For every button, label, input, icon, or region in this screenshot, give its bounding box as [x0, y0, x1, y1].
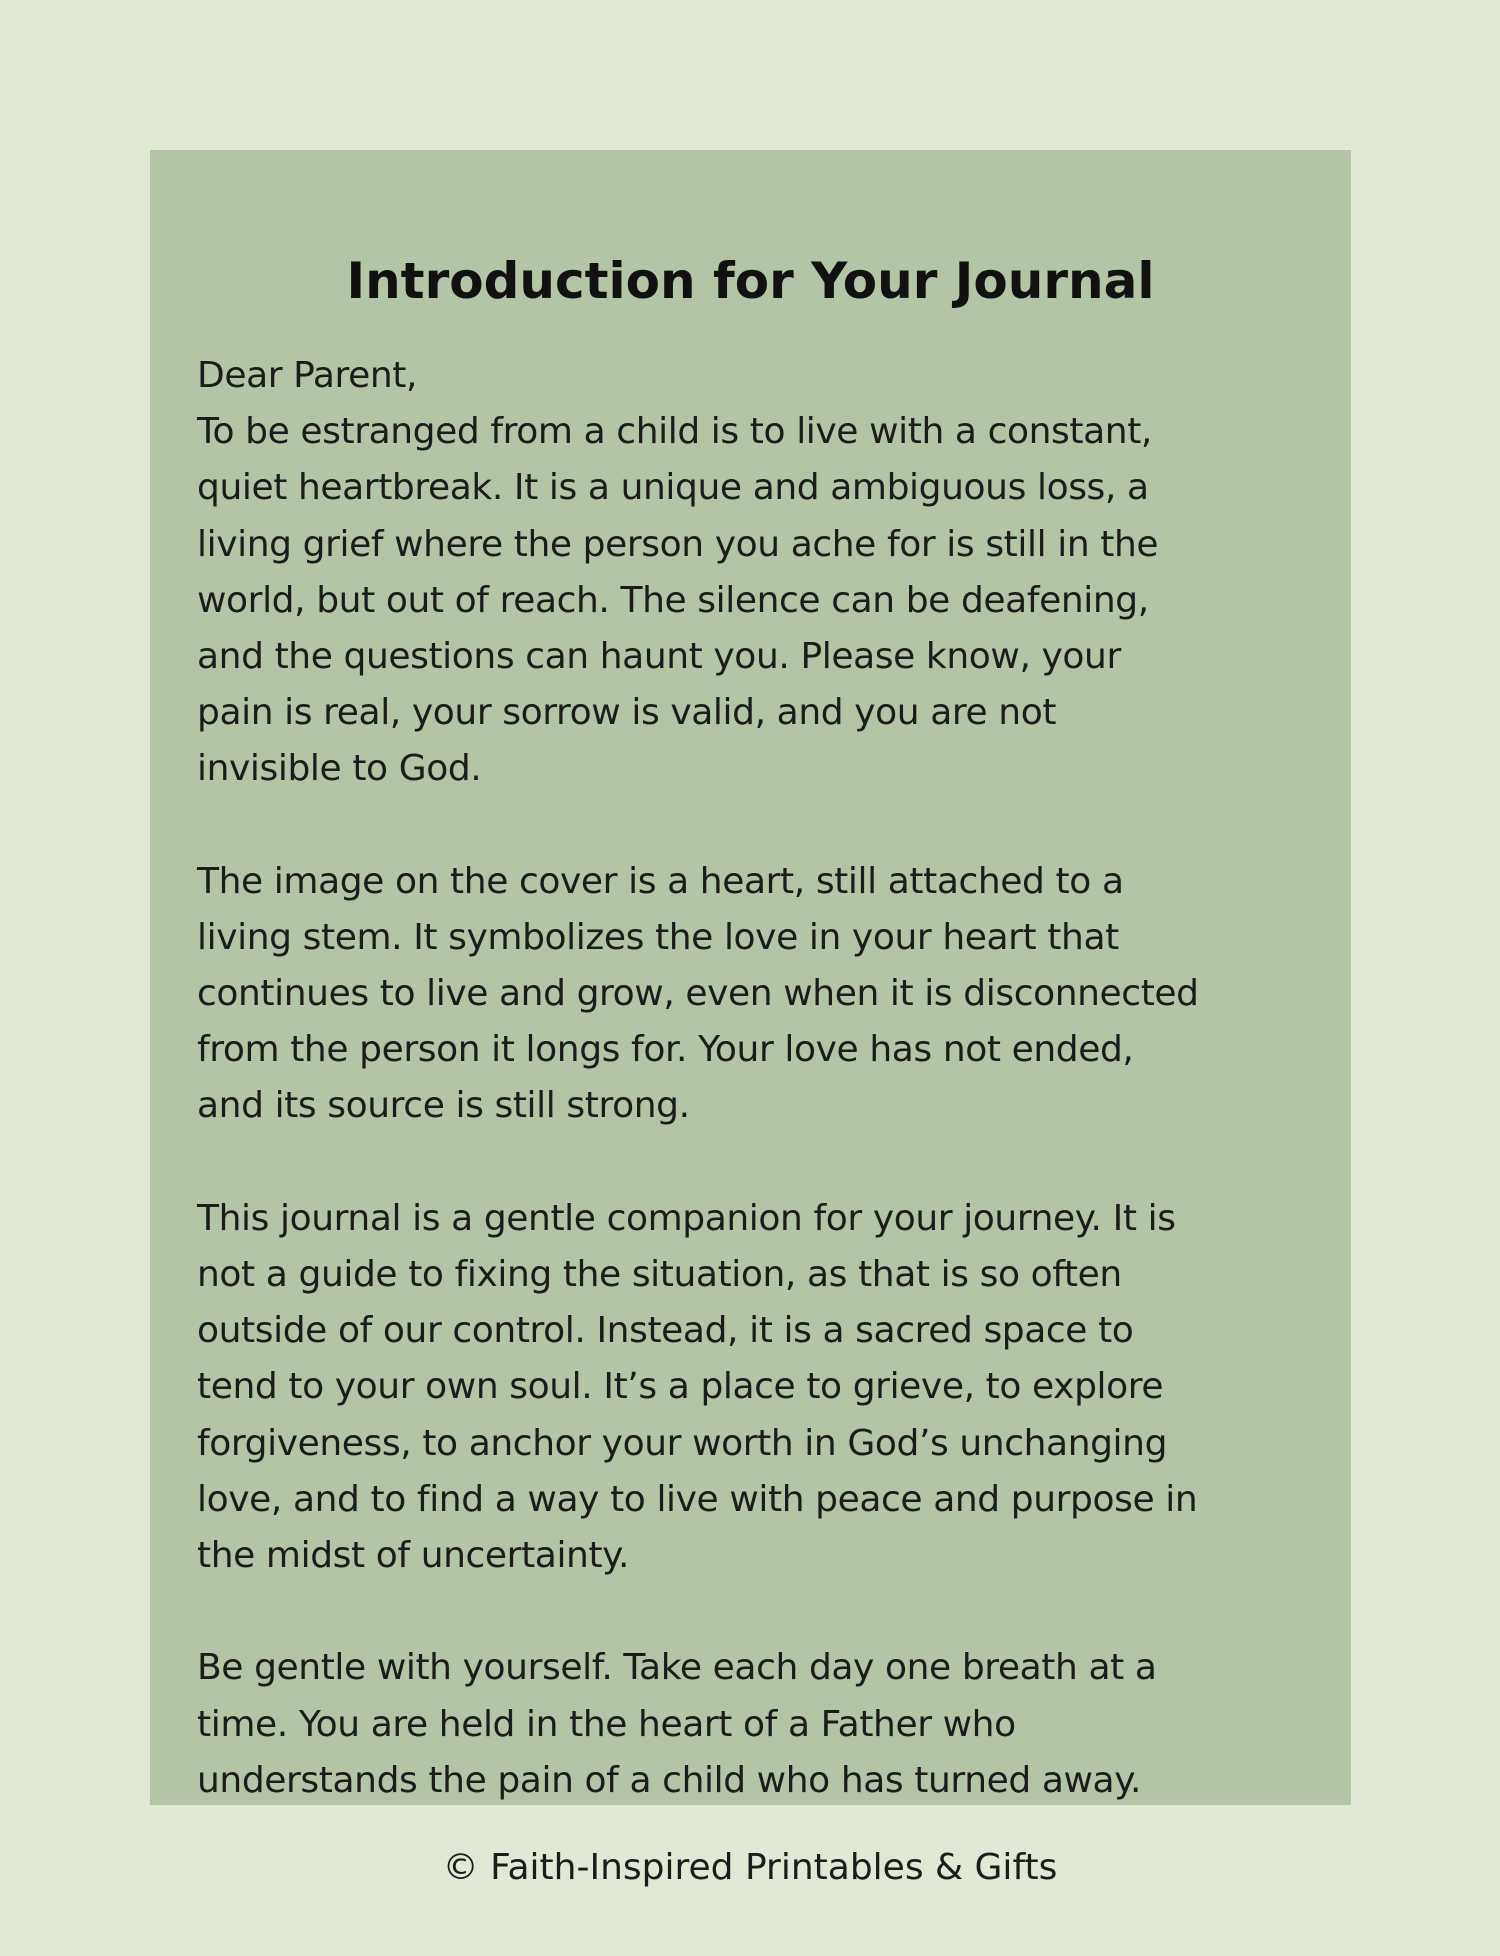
text-line: understands the pain of a child who has turned away.	[197, 1759, 1142, 1801]
text-line: invisible to God.	[197, 748, 482, 790]
paragraph-1	[197, 404, 1317, 797]
text-line: The image on the cover is a heart, still attached to a	[197, 860, 1124, 902]
journal-intro-panel	[150, 150, 1351, 1805]
paragraph-3	[197, 1191, 1317, 1584]
text-line: living stem. It symbolizes the love in your heart that	[197, 916, 1119, 958]
text-line: the midst of uncertainty.	[197, 1534, 630, 1576]
text-line: love, and to find a way to live with peace and purpose in	[197, 1478, 1198, 1520]
text-line: from the person it longs for. Your love has not ended,	[197, 1029, 1134, 1071]
text-line: not a guide to fixing the situation, as that is so often	[197, 1254, 1122, 1295]
text-line: world, but out of reach. The silence can be deafening,	[197, 579, 1149, 621]
paragraph-2	[197, 854, 1317, 1135]
letter-body	[197, 348, 1317, 1805]
text-line: time. You are held in the heart of a Father who	[197, 1703, 1016, 1745]
text-line: quiet heartbreak. It is a unique and ambiguous loss, a	[197, 467, 1149, 509]
salutation: Dear Parent,	[197, 355, 418, 396]
text-line: and the questions can haunt you. Please know, your	[197, 635, 1121, 677]
copyright-footer: © Faith-Inspired Printables & Gifts	[442, 1847, 1058, 1888]
text-line: Be gentle with yourself. Take each day one breath at a	[197, 1647, 1157, 1689]
text-line: continues to live and grow, even when it is disconnected	[197, 973, 1199, 1015]
text-line: living grief where the person you ache for is still in the	[197, 523, 1159, 565]
page-title: Introduction for Your Journal	[346, 252, 1155, 310]
text-line: pain is real, your sorrow is valid, and you are not	[197, 692, 1057, 734]
text-line: and its source is still strong.	[197, 1085, 690, 1127]
text-line: forgiveness, to anchor your worth in God’s unchanging	[197, 1422, 1168, 1464]
text-line: tend to your own soul. It’s a place to grieve, to explore	[197, 1366, 1164, 1408]
text-line: To be estranged from a child is to live with a constant,	[197, 411, 1152, 453]
text-line: outside of our control. Instead, it is a sacred space to	[197, 1310, 1134, 1352]
text-line: This journal is a gentle companion for your journey. It is	[197, 1197, 1176, 1239]
paragraph-4	[197, 1640, 1317, 1805]
